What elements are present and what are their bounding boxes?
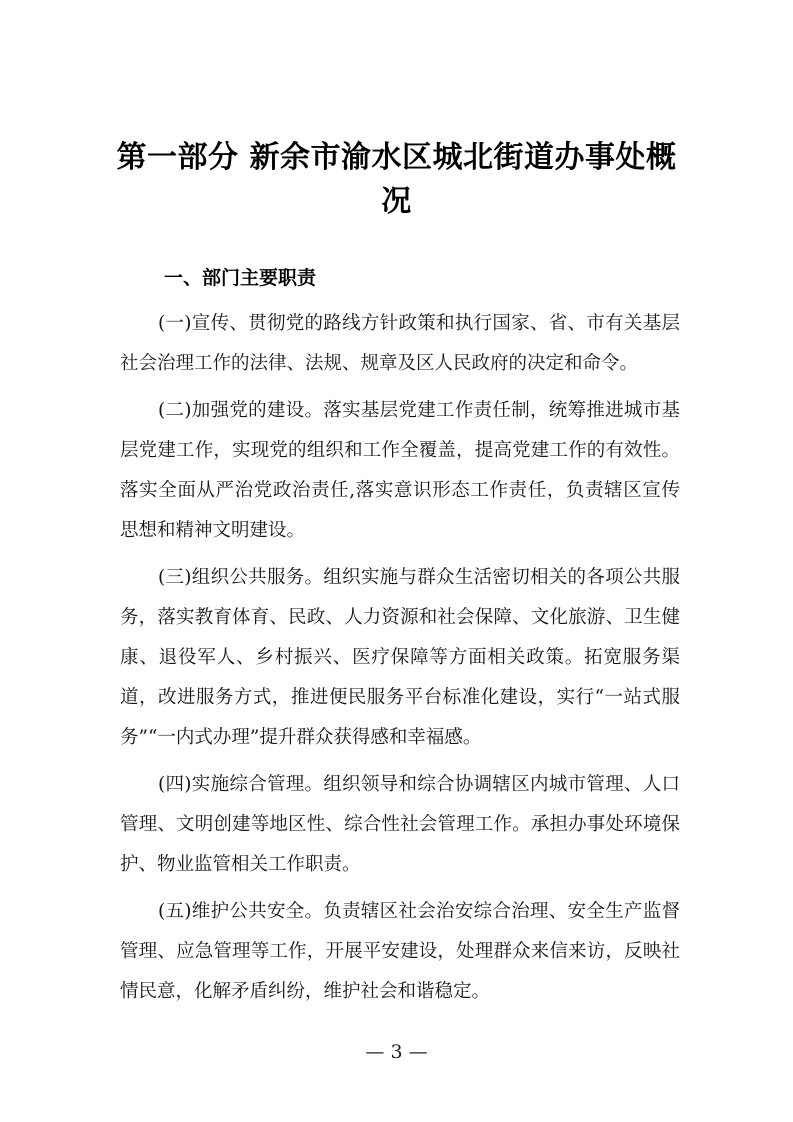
page-title: 第一部分 新余市渝水区城北街道办事处概况 (116, 140, 677, 219)
document-body (120, 304, 680, 1019)
paragraph-3: (三)组织公共服务。组织实施与群众生活密切相关的各项公共服务，落实教育体育、民政、人力资源和社会保障、文化旅游、卫生健康、退役军人、乡村振兴、医疗保障等方面相关政策。拓宽服务渠道，改进服务方式，推进便民服务平台标准化建设，实行“一站式服务”“一内式办理”提升群众获得感和幸福感。 (120, 567, 680, 748)
paragraph-4: (四)实施综合管理。组织领导和综合协调辖区内城市管理、人口管理、文明创建等地区性、综合性社会管理工作。承担办事处环境保护、物业监管相关工作职责。 (120, 774, 680, 875)
section-heading: 一、部门主要职责 (164, 267, 317, 289)
paragraph-2: (二)加强党的建设。落实基层党建工作责任制，统筹推进城市基层党建工作，实现党的组织和工作全覆盖，提高党建工作的有效性。落实全面从严治党政治责任,落实意识形态工作责任，负责辖区宣传思想和精神文明建设。 (120, 400, 680, 541)
paragraph-5: (五)维护公共安全。负责辖区社会治安综合治理、安全生产监督管理、应急管理等工作，开展平安建设，处理群众来信来访，反映社情民意，化解矛盾纠纷，维护社会和谐稳定。 (120, 901, 680, 1002)
page-number: — 3 — (365, 1041, 428, 1063)
paragraph-1: (一)宣传、贯彻党的路线方针政策和执行国家、省、市有关基层社会治理工作的法律、法规、规章及区人民政府的决定和命令。 (120, 313, 680, 374)
